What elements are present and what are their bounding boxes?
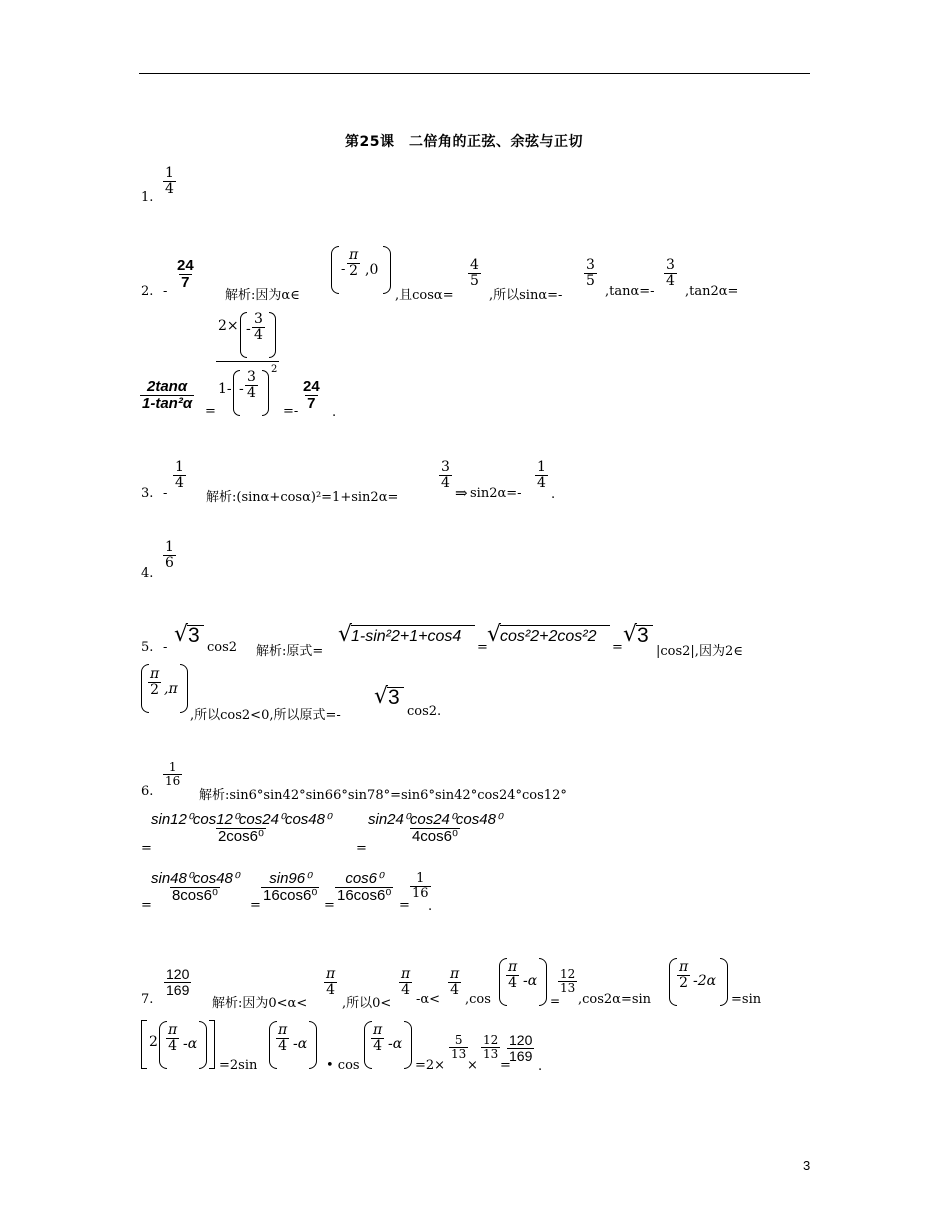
numerator: 1 bbox=[165, 165, 174, 181]
numerator: 1 bbox=[165, 539, 174, 555]
q6-eq: = bbox=[324, 898, 335, 913]
q5-root: 3 bbox=[637, 624, 649, 647]
denominator: 4cos6⁰ bbox=[411, 827, 458, 845]
q4-number: 4. bbox=[141, 566, 154, 581]
q5-text-2: |cos2|,因为2∈ bbox=[656, 644, 743, 659]
q7-minus-alpha: -α bbox=[183, 1036, 198, 1052]
left-bracket bbox=[141, 1020, 147, 1069]
numerator: 3 bbox=[441, 459, 450, 475]
q3-sign: - bbox=[163, 486, 168, 501]
numerator: sin24⁰cos24⁰cos48⁰ bbox=[368, 811, 502, 828]
q7-minus-alpha: -α bbox=[293, 1036, 308, 1052]
q7-two: 2 bbox=[149, 1034, 158, 1050]
right-paren bbox=[404, 1021, 412, 1069]
q7-eq: = bbox=[550, 994, 561, 1008]
q2-big-den-minus: - bbox=[239, 381, 244, 397]
q3-fraction-1 bbox=[439, 460, 452, 490]
denominator: 2 bbox=[349, 262, 359, 279]
numerator: sin96⁰ bbox=[269, 870, 312, 887]
numerator: 24 bbox=[303, 378, 320, 395]
q7-result-fraction bbox=[507, 1033, 534, 1063]
q7-pi-over-4 bbox=[324, 967, 337, 997]
numerator: 1 bbox=[168, 760, 177, 774]
right-paren bbox=[180, 664, 188, 713]
q7-pi-over-4 bbox=[448, 967, 461, 997]
right-paren bbox=[539, 958, 547, 1006]
denominator: 4 bbox=[373, 1037, 383, 1054]
numerator: 3 bbox=[254, 311, 263, 327]
q2-cos-fraction bbox=[468, 258, 481, 288]
numerator: sin12⁰cos12⁰cos24⁰cos48⁰ bbox=[151, 811, 331, 828]
page-number: 3 bbox=[803, 1158, 811, 1173]
q7-text-7: =2sin bbox=[219, 1058, 258, 1073]
denominator: 16 bbox=[165, 773, 181, 788]
q2-text-4: ,tanα=- bbox=[605, 284, 655, 299]
q2-big-num-fraction bbox=[252, 312, 265, 342]
denominator: 4 bbox=[175, 474, 184, 491]
q3-text-1: 解析:(sinα+cosα)²=1+sin2α= bbox=[206, 490, 399, 505]
numerator: π bbox=[450, 966, 460, 982]
denominator: 4 bbox=[247, 384, 256, 401]
q3-answer-fraction bbox=[173, 460, 186, 490]
denominator: 4 bbox=[401, 981, 411, 998]
sqrt-bar bbox=[500, 625, 610, 626]
q3-end: . bbox=[551, 487, 556, 502]
q5-eq: = bbox=[477, 640, 488, 655]
numerator: π bbox=[373, 1022, 383, 1038]
numerator: cos6⁰ bbox=[345, 870, 384, 887]
q7-fraction-5-13 bbox=[449, 1034, 468, 1060]
q6-end: . bbox=[428, 899, 433, 914]
q6-fraction-6 bbox=[410, 872, 431, 900]
q5-interval-end: ,π bbox=[164, 681, 178, 697]
q5-cos2: cos2 bbox=[207, 640, 238, 655]
q7-minus-2alpha: -2α bbox=[693, 973, 717, 989]
numerator: 3 bbox=[247, 369, 256, 385]
numerator: π bbox=[168, 1022, 178, 1038]
q7-fraction-12-13 bbox=[558, 968, 577, 994]
sqrt-symbol: √ bbox=[487, 622, 502, 647]
q3-text-2: sin2α=- bbox=[470, 486, 522, 501]
q7-text-2: ,所以0< bbox=[342, 996, 392, 1011]
numerator: 1 bbox=[537, 459, 546, 475]
q2-sign: - bbox=[163, 284, 168, 299]
q2-text-5: ,tan2α= bbox=[685, 284, 739, 299]
q5-text-1: 解析:原式= bbox=[256, 644, 324, 659]
q2-big-numerator-pre: 2× bbox=[218, 318, 239, 334]
right-paren bbox=[720, 958, 728, 1006]
q1-answer-fraction bbox=[163, 166, 176, 196]
q2-tan-fraction bbox=[664, 258, 677, 288]
q5-interval-fraction bbox=[148, 667, 161, 697]
numerator: π bbox=[278, 1022, 288, 1038]
implies-symbol: ⇒ bbox=[455, 484, 468, 502]
denominator: 169 bbox=[509, 1047, 533, 1064]
denominator: 16cos6⁰ bbox=[337, 886, 392, 904]
q7-pi-over-4 bbox=[399, 967, 412, 997]
q7-fraction-12-13b bbox=[481, 1034, 500, 1060]
q6-fraction-1 bbox=[149, 812, 333, 845]
q5-root: 3 bbox=[388, 686, 400, 709]
q2-minus: - bbox=[341, 262, 346, 277]
denominator: 13 bbox=[483, 1046, 499, 1061]
denominator: 6 bbox=[165, 554, 174, 571]
left-paren bbox=[331, 246, 339, 294]
q7-minus-alpha: -α bbox=[523, 973, 538, 989]
denominator: 5 bbox=[586, 272, 595, 289]
numerator: 12 bbox=[560, 967, 576, 981]
numerator: 3 bbox=[586, 257, 595, 273]
q6-text-1: 解析:sin6°sin42°sin66°sin78°=sin6°sin42°cos24°cos12° bbox=[199, 788, 567, 803]
numerator: 4 bbox=[470, 257, 479, 273]
q2-big-fraction-bar bbox=[216, 361, 279, 362]
q7-pi-over-2 bbox=[677, 960, 690, 990]
q6-fraction-3 bbox=[149, 871, 241, 904]
q2-answer-fraction bbox=[175, 258, 196, 291]
q2-square: 2 bbox=[271, 364, 278, 375]
q7-text-1: 解析:因为0<α< bbox=[212, 996, 308, 1011]
q2-big-denominator-pre: 1- bbox=[218, 381, 232, 397]
sqrt-symbol: √ bbox=[374, 684, 389, 709]
numerator: 12 bbox=[483, 1033, 499, 1047]
sqrt-bar bbox=[351, 625, 475, 626]
q6-eq: = bbox=[250, 898, 261, 913]
q7-number: 7. bbox=[141, 992, 154, 1007]
sqrt-symbol: √ bbox=[338, 622, 353, 647]
denominator: 13 bbox=[560, 980, 576, 995]
q2-text-3: ,所以sinα=- bbox=[489, 288, 563, 303]
q6-answer-fraction bbox=[163, 761, 182, 787]
q7-answer-fraction bbox=[164, 967, 191, 997]
denominator: 1-tan²α bbox=[142, 394, 193, 412]
q2-text-1: 解析:因为α∈ bbox=[225, 288, 300, 303]
q2-end: . bbox=[332, 405, 337, 420]
q7-eq: = bbox=[500, 1058, 511, 1073]
q7-minus-alpha: -α bbox=[388, 1036, 403, 1052]
q7-text-9: =2× bbox=[415, 1058, 446, 1073]
q3-fraction-2 bbox=[535, 460, 548, 490]
header-rule bbox=[139, 73, 810, 74]
denominator: 2 bbox=[679, 974, 689, 991]
numerator: π bbox=[679, 959, 689, 975]
q6-eq: = bbox=[141, 841, 152, 856]
q7-pi-over-4 bbox=[371, 1023, 384, 1053]
q5-text-3: ,所以cos2<0,所以原式=- bbox=[190, 708, 341, 723]
numerator: 3 bbox=[666, 257, 675, 273]
q6-eq: = bbox=[399, 898, 410, 913]
q7-pi-over-4 bbox=[166, 1023, 179, 1053]
denominator: 169 bbox=[166, 981, 190, 998]
numerator: 120 bbox=[509, 1032, 533, 1048]
q7-text-4: ,cos bbox=[465, 992, 491, 1007]
q5-radicand-1: 1-sin²2+1+cos4 bbox=[351, 628, 462, 645]
denominator: 13 bbox=[451, 1046, 467, 1061]
right-paren bbox=[383, 246, 391, 294]
q2-sin-fraction bbox=[584, 258, 597, 288]
denominator: 4 bbox=[666, 272, 675, 289]
q2-big-den-fraction bbox=[245, 370, 258, 400]
q5-radicand-2: cos²2+2cos²2 bbox=[500, 628, 597, 645]
q7-text-5: ,cos2α=sin bbox=[578, 992, 652, 1007]
numerator: π bbox=[326, 966, 336, 982]
q7-text-8: • cos bbox=[326, 1058, 360, 1073]
q2-text-2: ,且cosα= bbox=[395, 288, 454, 303]
sqrt-symbol: √ bbox=[174, 622, 189, 647]
numerator: π bbox=[401, 966, 411, 982]
q2-eq: = bbox=[205, 404, 216, 419]
q1-number: 1. bbox=[141, 190, 154, 205]
q7-text-6: =sin bbox=[731, 992, 762, 1007]
numerator: sin48⁰cos48⁰ bbox=[151, 870, 239, 887]
q7-end: . bbox=[538, 1059, 543, 1074]
q6-number: 6. bbox=[141, 784, 154, 799]
q5-eq2: = bbox=[612, 640, 623, 655]
denominator: 4 bbox=[441, 474, 450, 491]
numerator: π bbox=[150, 666, 160, 682]
denominator: 7 bbox=[307, 394, 316, 412]
page-title: 第25课 二倍角的正弦、余弦与正切 bbox=[345, 134, 583, 150]
q2-big-num-minus: - bbox=[246, 321, 251, 337]
q6-fraction-5 bbox=[335, 871, 393, 904]
denominator: 4 bbox=[537, 474, 546, 491]
denominator: 2cos6⁰ bbox=[217, 827, 265, 845]
sqrt-symbol: √ bbox=[623, 622, 638, 647]
right-paren bbox=[262, 370, 269, 416]
q2-ans2-pre: =- bbox=[283, 404, 299, 419]
denominator: 4 bbox=[508, 974, 518, 991]
denominator: 4 bbox=[450, 981, 460, 998]
denominator: 16cos6⁰ bbox=[263, 886, 318, 904]
numerator: 120 bbox=[166, 966, 190, 982]
right-paren bbox=[269, 312, 276, 358]
denominator: 5 bbox=[470, 272, 479, 289]
denominator: 4 bbox=[168, 1037, 178, 1054]
denominator: 16 bbox=[412, 885, 429, 901]
q2-answer-fraction-2 bbox=[301, 379, 322, 412]
numerator: 24 bbox=[177, 257, 194, 274]
q2-interval-end: ,0 bbox=[365, 262, 379, 278]
q5-sign: - bbox=[163, 640, 168, 655]
right-paren bbox=[199, 1021, 207, 1069]
q7-text-3: -α< bbox=[416, 992, 441, 1007]
q5-number: 5. bbox=[141, 640, 154, 655]
q5-root: 3 bbox=[188, 624, 200, 647]
q6-eq: = bbox=[356, 841, 367, 856]
right-paren bbox=[309, 1021, 317, 1069]
q2-number: 2. bbox=[141, 284, 154, 299]
q4-answer-fraction bbox=[163, 540, 176, 570]
numerator: π bbox=[508, 959, 518, 975]
q2-tan-formula bbox=[140, 379, 194, 412]
denominator: 4 bbox=[326, 981, 336, 998]
numerator: π bbox=[349, 247, 359, 263]
numerator: 5 bbox=[454, 1033, 463, 1047]
q3-number: 3. bbox=[141, 486, 154, 501]
q6-fraction-2 bbox=[366, 812, 504, 845]
q5-text-4: cos2. bbox=[407, 704, 442, 719]
denominator: 8cos6⁰ bbox=[171, 886, 218, 904]
denominator: 2 bbox=[150, 681, 160, 698]
denominator: 4 bbox=[254, 326, 263, 343]
denominator: 7 bbox=[181, 273, 190, 291]
denominator: 4 bbox=[165, 180, 174, 197]
denominator: 4 bbox=[278, 1037, 288, 1054]
q6-fraction-4 bbox=[261, 871, 319, 904]
numerator: 1 bbox=[175, 459, 184, 475]
numerator: 2tanα bbox=[146, 378, 188, 395]
left-paren bbox=[669, 958, 677, 1006]
q7-pi-over-4 bbox=[276, 1023, 289, 1053]
q6-eq: = bbox=[141, 898, 152, 913]
q2-interval-fraction bbox=[347, 248, 360, 278]
right-bracket bbox=[209, 1020, 215, 1069]
numerator: 1 bbox=[416, 871, 425, 886]
q7-pi-over-4 bbox=[506, 960, 519, 990]
q7-times: × bbox=[467, 1058, 478, 1073]
